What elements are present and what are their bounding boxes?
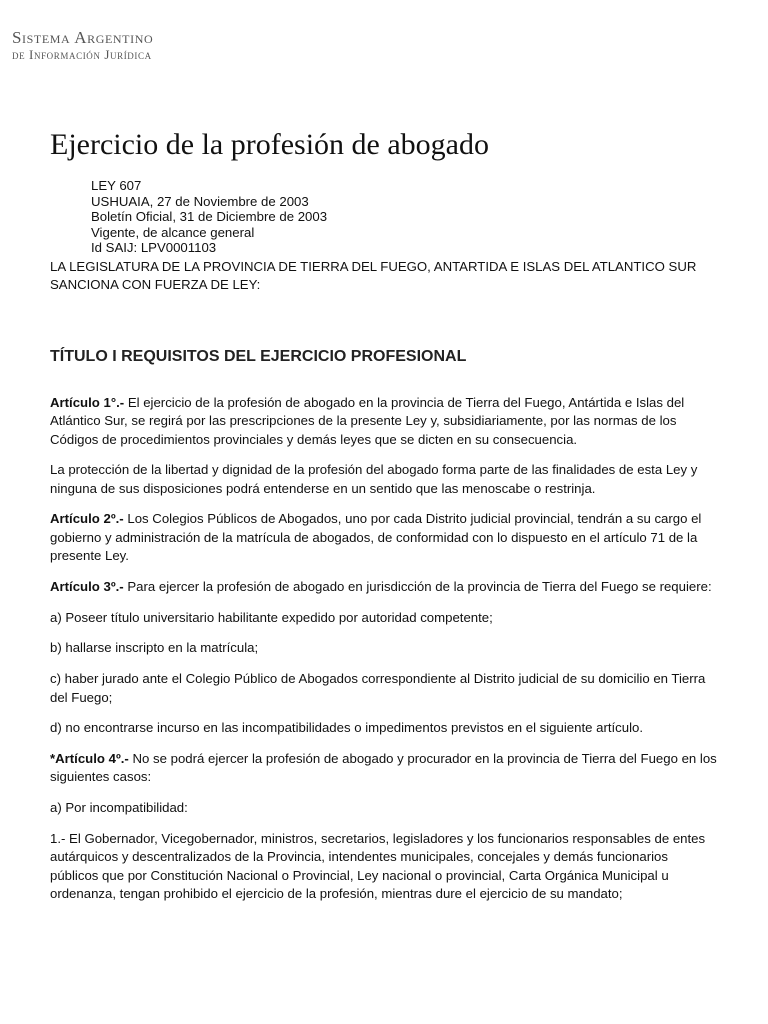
preamble-line: LA LEGISLATURA DE LA PROVINCIA DE TIERRA DEL FUEGO, ANTARTIDA E ISLAS DEL ATLANTICO SUR — [50, 259, 697, 274]
law-metadata — [91, 178, 327, 256]
law-bulletin: Boletín Oficial, 31 de Diciembre de 2003 — [91, 209, 328, 225]
paragraph — [50, 670, 718, 707]
paragraph-text: No se podrá ejercer la profesión de abogado y procurador en la provincia de Tierra del Fuego en los siguientes casos: — [50, 751, 717, 785]
article-label: *Artículo 4º.- — [50, 751, 129, 767]
law-saij-id: Id SAIJ: LPV0001103 — [91, 240, 217, 256]
law-number: LEY 607 — [91, 178, 142, 193]
paragraph-text: d) no encontrarse incurso en las incompatibilidades o impedimentos previstos en el siguiente artículo. — [50, 720, 644, 736]
paragraph-text: c) haber jurado ante el Colegio Público de Abogados correspondiente al Distrito judicial de su domicilio en Tierra del Fuego; — [50, 671, 706, 705]
paragraph-text: La protección de la libertad y dignidad de la profesión del abogado forma parte de las finalidades de esta Ley y ninguna de sus disposiciones podrá entenderse en un sentido que las menoscabe o restrinja. — [50, 462, 698, 496]
paragraph — [50, 719, 718, 737]
logo-line-2: de Información Jurídica — [12, 47, 152, 62]
article-label: Artículo 1°.- — [50, 395, 125, 410]
preamble — [50, 258, 730, 294]
paragraph — [50, 510, 718, 565]
paragraph-text: a) Poseer título universitario habilitante expedido por autoridad competente; — [50, 609, 493, 625]
logo-line-1: Sistema Argentino — [12, 28, 154, 47]
law-status: Vigente, de alcance general — [91, 224, 255, 240]
law-place-date: USHUAIA, 27 de Noviembre de 2003 — [91, 193, 309, 209]
article-label: Artículo 3º.- — [50, 578, 124, 594]
paragraph — [50, 799, 718, 817]
section-title: TÍTULO I REQUISITOS DEL EJERCICIO PROFESIONAL — [50, 348, 467, 365]
saij-logo — [12, 29, 153, 62]
paragraph-text: b) hallarse inscripto en la matrícula; — [50, 640, 259, 656]
paragraph-text: Los Colegios Públicos de Abogados, uno por cada Distrito judicial provincial, tendrán a su cargo el gobierno y administración de la matrícula de abogados, de conformidad con lo dispuesto en el artículo 71 de la presente Ley. — [50, 511, 702, 564]
paragraph-text: 1.- El Gobernador, Vicegobernador, ministros, secretarios, legisladores y los funcionarios responsables de entes autárquicos y descentralizados de la Provincia, intendentes municipales, concejales y demás funcionarios públicos que por Constitución Nacional o Provincial, Ley nacional o provincial, Carta Orgánica Municipal u ordenanza, tengan prohibido el ejercicio de la profesión, mientras dure el ejercicio de su mandato; — [50, 831, 706, 901]
article-label: Artículo 2º.- — [50, 511, 124, 527]
paragraph — [50, 578, 718, 596]
paragraph-text: El ejercicio de la profesión de abogado en la provincia de Tierra del Fuego, Antártida e Islas del Atlántico Sur, se regirá por las prescripciones de la presente Ley y, subsidiariamente, por las normas de los Códigos de procedimientos provinciales y demás leyes que se dicten en su consecuencia. — [50, 395, 685, 447]
law-body — [50, 394, 718, 916]
paragraph — [50, 639, 718, 657]
paragraph-text: Para ejercer la profesión de abogado en jurisdicción de la provincia de Tierra del Fuego se requiere: — [123, 578, 712, 594]
paragraph — [50, 830, 718, 903]
paragraph — [50, 461, 718, 498]
document-title: Ejercicio de la profesión de abogado — [50, 128, 489, 161]
preamble-line: SANCIONA CON FUERZA DE LEY: — [50, 277, 261, 292]
paragraph — [50, 609, 718, 627]
paragraph — [50, 750, 718, 787]
paragraph — [50, 394, 718, 449]
paragraph-text: a) Por incompatibilidad: — [50, 800, 188, 816]
